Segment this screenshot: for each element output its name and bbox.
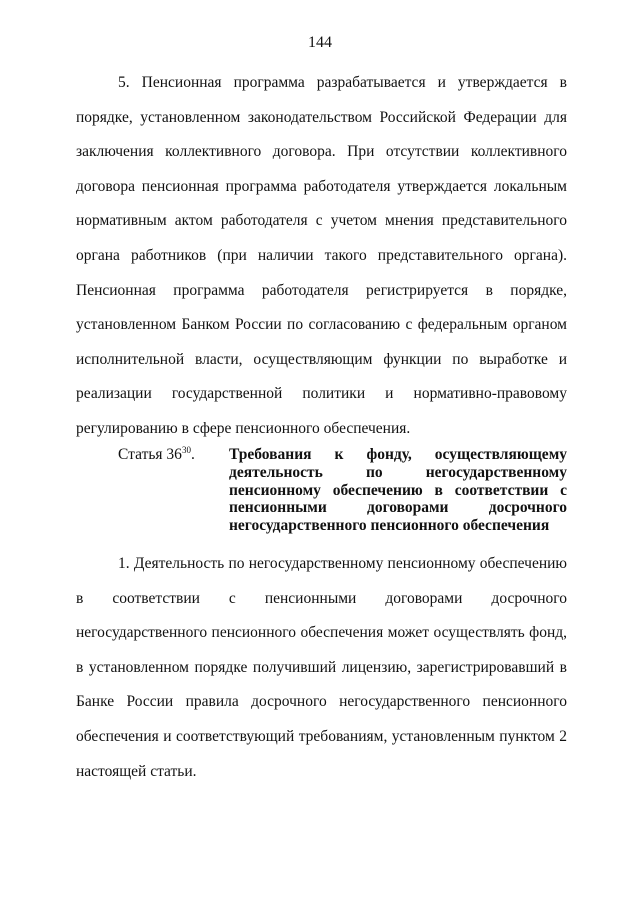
paragraph-5: 5. Пенсионная программа разрабатывается и утверждается в порядке, установленном законодательством Российской Федерации для заключения коллективного договора. При отсутствии коллективного договора пенсионная программа работодателя утверждается локальным нормативным актом работодателя с учетом мнения представительного органа работников (при наличии такого представительного органа). Пенсионная программа работодателя регистрируется в порядке, установленном Банком России по согласованию с федеральным органом исполнительной власти, осуществляющим функции по выработке и реализации государственной политики и нормативно-правовому регулированию в сфере пенсионного обеспечения.	[76, 74, 567, 437]
paragraph-1: 1. Деятельность по негосударственному пенсионному обеспечению в соответствии с пенсионными договорами досрочного негосударственного пенсионного обеспечения может осуществлять фонд, в установленном порядке получивший лицензию, зарегистрировавший в Банке России правила досрочного негосударственного пенсионного обеспечения и соответствующий требованиям, установленным пунктом 2 настоящей статьи.	[76, 555, 567, 780]
article-label	[118, 446, 195, 464]
article-label-suffix: .	[190, 446, 195, 463]
page-number: 144	[308, 34, 332, 51]
article-title: Требования к фонду, осуществляющему деятельность по негосударственному пенсионному обеспечению в соответствии с пенсионными договорами досрочного негосударственного пенсионного обеспечения	[229, 446, 567, 535]
article-number-superscript: 30	[181, 444, 191, 455]
article-number: Статья 36	[118, 446, 182, 463]
